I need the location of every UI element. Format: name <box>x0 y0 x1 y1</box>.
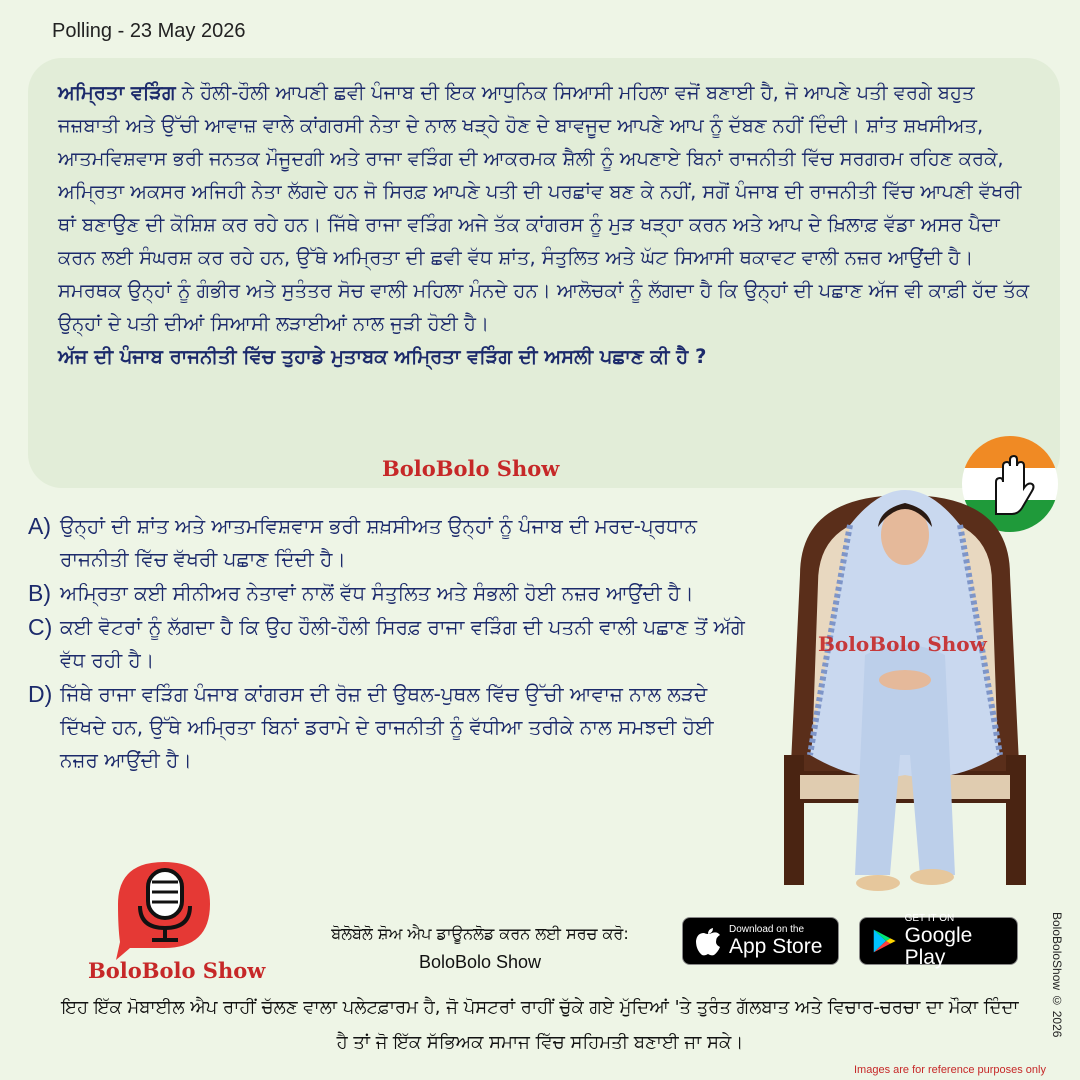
google-play-label: Google Play <box>904 924 973 969</box>
option-text: ਕਈ ਵੋਟਰਾਂ ਨੂੰ ਲੱਗਦਾ ਹੈ ਕਿ ਉਹ ਹੌਲੀ-ਹੌਲੀ ਸਿਰਫ਼ ਰਾਜਾ ਵੜਿੰਗ ਦੀ ਪਤਨੀ ਵਾਲੀ ਪਛਾਣ ਤੋਂ ਅੱਗੇ ਵੱਧ ਰਹੀ ਹੈ। <box>60 615 745 672</box>
brand-label: BoloBolo Show <box>382 456 560 481</box>
post-date: Polling - 23 May 2026 <box>52 20 246 42</box>
apple-icon <box>695 926 721 956</box>
copyright-notice: BoloBoloShow © 2026 <box>1050 912 1064 1038</box>
google-play-small: GET IT ON <box>904 913 955 924</box>
option-text: ਉਨ੍ਹਾਂ ਦੀ ਸ਼ਾਂਤ ਅਤੇ ਆਤਮਵਿਸ਼ਵਾਸ ਭਰੀ ਸ਼ਖ਼ਸੀਅਤ ਉਨ੍ਹਾਂ ਨੂੰ ਪੰਜਾਬ ਦੀ ਮਰਦ-ਪ੍ਰਧਾਨ ਰਾਜਨੀਤੀ ਵਿੱਚ ਵੱਖਰੀ ਪਛਾਣ ਦਿੰਦੀ ਹੈ। <box>60 514 697 571</box>
footer-description: ਇਹ ਇੱਕ ਮੋਬਾਈਲ ਐਪ ਰਾਹੀਂ ਚੱਲਣ ਵਾਲਾ ਪਲੇਟਫ਼ਾਰਮ ਹੈ, ਜੋ ਪੋਸਟਰਾਂ ਰਾਹੀਂ ਚੁੱਕੇ ਗਏ ਮੁੱਦਿਆਂ 'ਤੇ ਤੁਰੰਤ ਗੱਲਬਾਤ ਅਤੇ ਵਿਚਾਰ-ਚਰਚਾ ਦਾ ਮੌਕਾ ਦਿੰਦਾ ਹੈ ਤਾਂ ਜੋ ਇੱਕ ਸੱਭਿਅਕ ਸਮਾਜ ਵਿੱਚ ਸਹਿਮਤੀ ਬਣਾਈ ਜਾ ਸਕੇ। <box>61 997 1019 1053</box>
option-d[interactable] <box>28 678 748 777</box>
poll-options <box>28 510 748 778</box>
google-play-button[interactable] <box>859 913 1018 969</box>
google-play-icon <box>872 926 897 956</box>
app-store-small: Download on the <box>729 924 805 935</box>
image-watermark: BoloBolo Show <box>818 632 987 656</box>
option-text: ਜਿੱਥੇ ਰਾਜਾ ਵੜਿੰਗ ਪੰਜਾਬ ਕਾਂਗਰਸ ਦੀ ਰੋਜ਼ ਦੀ ਉਥਲ-ਪੁਥਲ ਵਿੱਚ ਉੱਚੀ ਆਵਾਜ਼ ਨਾਲ ਲੜਦੇ ਦਿੱਖਦੇ ਹਨ, ਉੱਥੇ ਅਮ੍ਰਿਤਾ ਬਿਨਾਂ ਡਰਾਮੇ ਦੇ ਰਾਜਨੀਤੀ ਨੂੰ ਵੱਧੀਆ ਤਰੀਕੇ ਨਾਲ ਸਮਝਦੀ ਹੋਈ ਨਜ਼ਰ ਆਉਂਦੀ ਹੈ। <box>60 682 714 772</box>
app-store-button[interactable] <box>682 917 839 965</box>
description-paragraph <box>58 76 1030 340</box>
option-key: C) <box>28 614 53 640</box>
download-prompt <box>300 920 660 976</box>
option-key: D) <box>28 681 53 707</box>
logo-text: BoloBolo Show <box>88 958 266 983</box>
option-a[interactable] <box>28 510 748 576</box>
option-c[interactable] <box>28 611 748 677</box>
option-text: ਅਮ੍ਰਿਤਾ ਕਈ ਸੀਨੀਅਰ ਨੇਤਾਵਾਂ ਨਾਲੋਂ ਵੱਧ ਸੰਤੁਲਿਤ ਅਤੇ ਸੰਭਲੀ ਹੋਈ ਨਜ਼ਰ ਆਉਂਦੀ ਹੈ। <box>60 581 694 605</box>
reference-disclaimer: Images are for reference purposes only <box>854 1064 1046 1076</box>
option-key: B) <box>28 580 51 606</box>
woman-portrait-image <box>770 455 1040 905</box>
download-instruction: ਬੋਲੋਬੋਲੋ ਸ਼ੋਅ ਐਪ ਡਾਊਨਲੋਡ ਕਰਨ ਲਈ ਸਰਚ ਕਰੋ: <box>331 924 629 943</box>
option-b[interactable] <box>28 577 748 610</box>
poll-question: ਅੱਜ ਦੀ ਪੰਜਾਬ ਰਾਜਨੀਤੀ ਵਿੱਚ ਤੁਹਾਡੇ ਮੁਤਾਬਕ ਅਮ੍ਰਿਤਾ ਵੜਿੰਗ ਦੀ ਅਸਲੀ ਪਛਾਣ ਕੀ ਹੈ ? <box>58 345 707 368</box>
app-search-term: BoloBolo Show <box>418 952 542 972</box>
description-card <box>28 58 1060 488</box>
description-text: ਨੇ ਹੌਲੀ-ਹੌਲੀ ਆਪਣੀ ਛਵੀ ਪੰਜਾਬ ਦੀ ਇਕ ਆਧੁਨਿਕ ਸਿਆਸੀ ਮਹਿਲਾ ਵਜੋਂ ਬਣਾਈ ਹੈ, ਜੋ ਆਪਣੇ ਪਤੀ ਵਰਗੇ ਬਹੁਤ ਜਜ਼ਬਾਤੀ ਅਤੇ ਉੱਚੀ ਆਵਾਜ਼ ਵਾਲੇ ਕਾਂਗਰਸੀ ਨੇਤਾ ਦੇ ਨਾਲ ਖੜ੍ਹੇ ਹੋਣ ਦੇ ਬਾਵਜੂਦ ਆਪਣੇ ਆਪ ਨੂੰ ਦੱਬਣ ਨਹੀਂ ਦਿੰਦੀ। ਸ਼ਾਂਤ ਸ਼ਖਸੀਅਤ, ਆਤਮਵਿਸ਼ਵਾਸ ਭਰੀ ਜਨਤਕ ਮੌਜੂਦਗੀ ਅਤੇ ਰਾਜਾ ਵੜਿੰਗ ਦੀ ਆਕਰਮਕ ਸ਼ੈਲੀ ਨੂੰ ਅਪਣਾਏ ਬਿਨਾਂ ਰਾਜਨੀਤੀ ਵਿੱਚ ਸਰਗਰਮ ਰਹਿਣ ਕਰਕੇ, ਅਮ੍ਰਿਤਾ ਅਕਸਰ ਅਜਿਹੀ ਨੇਤਾ ਲੱਗਦੇ ਹਨ ਜੋ ਸਿਰਫ਼ ਆਪਣੇ ਪਤੀ ਦੀ ਪਰਛਾਂਵ ਬਣ ਕੇ ਨਹੀਂ, ਸਗੋਂ ਪੰਜਾਬ ਦੀ ਰਾਜਨੀਤੀ ਵਿੱਚ ਆਪਣੀ ਵੱਖਰੀ ਥਾਂ ਬਣਾਉਣ ਦੀ ਕੋਸ਼ਿਸ਼ ਕਰ ਰਹੇ ਹਨ। ਜਿੱਥੇ ਰਾਜਾ ਵੜਿੰਗ ਅਜੇ ਤੱਕ ਕਾਂਗਰਸ ਨੂੰ ਮੁੜ ਖੜ੍ਹਾ ਕਰਨ ਅਤੇ ਆਪ ਦੇ ਖ਼ਿਲਾਫ਼ ਵੱਡਾ ਅਸਰ ਪੈਦਾ ਕਰਨ ਲਈ ਸੰਘਰਸ਼ ਕਰ ਰਹੇ ਹਨ, ਉੱਥੇ ਅਮ੍ਰਿਤਾ ਦੀ ਛਵੀ ਵੱਧ ਸ਼ਾਂਤ, ਸੰਤੁਲਿਤ ਅਤੇ ਘੱਟ ਸਿਆਸੀ ਥਕਾਵਟ ਵਾਲੀ ਨਜ਼ਰ ਆਉਂਦੀ ਹੈ। ਸਮਰਥਕ ਉਨ੍ਹਾਂ ਨੂੰ ਗੰਭੀਰ ਅਤੇ ਸੁਤੰਤਰ ਸੋਚ ਵਾਲੀ ਮਹਿਲਾ ਮੰਨਦੇ ਹਨ। ਆਲੋਚਕਾਂ ਨੂੰ ਲੱਗਦਾ ਹੈ ਕਿ ਉਨ੍ਹਾਂ ਦੀ ਪਛਾਣ ਅੱਜ ਵੀ ਕਾਫ਼ੀ ਹੱਦ ਤੱਕ ਉਨ੍ਹਾਂ ਦੇ ਪਤੀ ਦੀਆਂ ਸਿਆਸੀ ਲੜਾਈਆਂ ਨਾਲ ਜੁੜੀ ਹੋਈ ਹੈ। <box>58 81 1030 335</box>
option-key: A) <box>28 513 51 539</box>
app-store-label: App Store <box>729 935 823 958</box>
subject-name: ਅਮ੍ਰਿਤਾ ਵੜਿੰਗ <box>58 81 176 104</box>
